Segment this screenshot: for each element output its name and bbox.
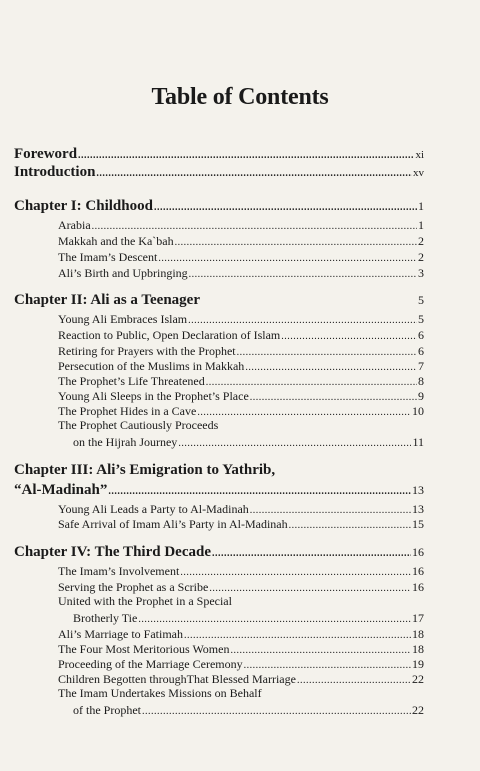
toc-entry: The Four Most Meritorious Women ..... 18 [58,642,424,657]
toc-entry: Young Ali Embraces Islam ..... 5 [58,312,424,327]
toc-entry: The Prophet Hides in a Cave ..... 10 [58,404,424,419]
toc-entry: Arabia ..... 1 [58,218,424,233]
chapter-4-heading: Chapter IV: The Third Decade ..... 16 [14,544,424,561]
toc-entry: Ali’s Birth and Upbringing ..... 3 [58,266,424,281]
toc-entry: Young Ali Leads a Party to Al-Madinah ..... 13 [58,502,424,517]
toc-entry: Brotherly Tie ..... 17 [73,611,424,626]
toc-entry-line1: United with the Prophet in a Special [58,594,232,608]
toc-entry: Reaction to Public, Open Declaration of Islam ..... 6 [58,328,424,343]
chapter-2-heading: Chapter II: Ali as a Teenager 5 [14,292,424,308]
toc-entry: The Imam’s Descent ..... 2 [58,250,424,265]
toc-entry: Safe Arrival of Imam Ali’s Party in Al-Madinah ..... 15 [58,517,424,532]
toc-entry: Persecution of the Muslims in Makkah ..... 7 [58,359,424,374]
toc-entry-line1: The Prophet Cautiously Proceeds [58,418,219,432]
chapter-1-heading: Chapter I: Childhood ..... 1 [14,198,424,215]
toc-entry: of the Prophet ..... 22 [73,703,424,718]
toc-entry-foreword: Foreword ..... xi [14,146,424,163]
chapter-3-heading-line2: “Al-Madinah” ..... 13 [14,482,424,499]
toc-entry: Ali’s Marriage to Fatimah ..... 18 [58,627,424,642]
toc-entry: on the Hijrah Journey ..... 11 [73,435,424,450]
toc-entry: Makkah and the Ka`bah ..... 2 [58,234,424,249]
toc-entry: Children Begotten throughThat Blessed Marriage ..... 22 [58,672,424,687]
page-title: Table of Contents [151,84,329,110]
toc-entry: Proceeding of the Marriage Ceremony ..... 19 [58,657,424,672]
toc-entry: The Imam’s Involvement ..... 16 [58,564,424,579]
toc-entry: Retiring for Prayers with the Prophet ..... 6 [58,344,424,359]
toc-entry-introduction: Introduction ..... xv [14,164,424,181]
chapter-3-heading: Chapter III: Ali’s Emigration to Yathrib, [14,462,276,478]
toc-entry: Young Ali Sleeps in the Prophet’s Place ..... 9 [58,389,424,404]
toc-entry: The Prophet’s Life Threatened ..... 8 [58,374,424,389]
toc-entry: Serving the Prophet as a Scribe ..... 16 [58,580,424,595]
toc-entry-line1: The Imam Undertakes Missions on Behalf [58,686,262,700]
